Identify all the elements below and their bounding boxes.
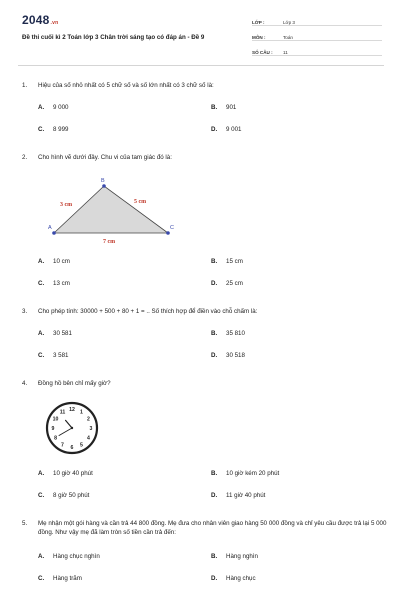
option-5c[interactable]: [38, 575, 82, 583]
clock-number-12: 12: [69, 406, 75, 413]
option-letter: A.: [38, 553, 45, 560]
triangle-shape: [54, 186, 168, 233]
clock-number-3: 3: [89, 425, 93, 432]
option-text: 30 581: [53, 330, 72, 337]
option-letter: D.: [211, 126, 218, 133]
option-2c[interactable]: [38, 280, 70, 288]
option-letter: C.: [38, 280, 45, 287]
option-letter: C.: [38, 492, 45, 499]
question-number: 2.: [22, 154, 28, 161]
question-number: 4.: [22, 380, 28, 387]
clock-number-11: 11: [59, 409, 66, 416]
option-1a[interactable]: [38, 104, 68, 112]
option-5d[interactable]: [211, 575, 256, 583]
option-letter: A.: [38, 330, 45, 337]
question-text: Hiệu của số nhỏ nhất có 5 chữ số và số lớn nhất có 3 chữ số là:: [38, 82, 214, 89]
meta-label: MÔN :: [252, 35, 266, 40]
option-1d[interactable]: [211, 126, 241, 134]
option-text: 9 000: [53, 104, 69, 111]
site-logo[interactable]: [22, 13, 58, 27]
question-number: 1.: [22, 82, 28, 89]
option-text: 15 cm: [226, 258, 243, 265]
meta-label: LỚP :: [252, 20, 265, 25]
vertex-a-label: A: [48, 225, 52, 231]
option-3c[interactable]: [38, 352, 68, 360]
option-letter: B.: [211, 553, 218, 560]
option-letter: D.: [211, 492, 218, 499]
vertex-b-dot: [102, 184, 106, 188]
option-letter: B.: [211, 258, 218, 265]
meta-value: Lớp 3: [283, 20, 295, 25]
question-text: Cho hình vẽ dưới đây. Chu vi của tam giác đó là:: [38, 154, 172, 161]
meta-label: SỐ CÂU :: [252, 50, 273, 55]
question-number: 3.: [22, 308, 28, 315]
exam-meta: [252, 15, 382, 60]
option-text: 13 cm: [53, 280, 70, 287]
option-2a[interactable]: [38, 258, 70, 266]
option-letter: B.: [211, 470, 218, 477]
option-3a[interactable]: [38, 330, 72, 338]
option-text: Hàng trăm: [53, 575, 82, 582]
triangle-figure: [46, 173, 186, 253]
option-text: Hàng chục: [226, 575, 256, 582]
option-letter: D.: [211, 352, 218, 359]
vertex-c-dot: [166, 231, 170, 235]
clock-number-8: 8: [54, 435, 57, 442]
option-letter: A.: [38, 104, 45, 111]
side-ab-label: 3 cm: [60, 202, 73, 208]
option-text: 10 giờ kém 20 phút: [226, 470, 280, 477]
question-text: Cho phép tính: 30000 + 500 + 80 + 1 = .. Số thích hợp để điền vào chỗ chấm là:: [38, 308, 258, 315]
option-letter: C.: [38, 575, 45, 582]
option-4c[interactable]: [38, 492, 89, 500]
option-text: 8 giờ 50 phút: [53, 492, 90, 499]
side-bc-label: 5 cm: [134, 199, 147, 205]
option-letter: A.: [38, 470, 45, 477]
option-text: 10 giờ 40 phút: [53, 470, 93, 477]
option-letter: D.: [211, 280, 218, 287]
option-text: 30 518: [226, 352, 245, 359]
side-ac-label: 7 cm: [103, 239, 116, 245]
clock-number-1: 1: [80, 409, 83, 416]
option-5b[interactable]: [211, 553, 258, 561]
logo-suffix: .vn: [50, 20, 59, 26]
meta-row-class: [252, 15, 382, 26]
option-4b[interactable]: [211, 470, 279, 478]
option-1c[interactable]: [38, 126, 68, 134]
option-letter: A.: [38, 258, 45, 265]
option-2d[interactable]: [211, 280, 243, 288]
clock-number-4: 4: [87, 435, 90, 442]
option-4a[interactable]: [38, 470, 93, 478]
clock-center: [71, 427, 73, 429]
meta-row-subject: [252, 30, 382, 41]
option-letter: B.: [211, 330, 218, 337]
meta-row-count: [252, 45, 382, 56]
clock-number-10: 10: [52, 416, 59, 423]
vertex-c-label: C: [170, 225, 174, 231]
question-text: Mẹ nhận một gói hàng và cần trả 44 800 đồng. Mẹ đưa cho nhân viên giao hàng 50 000 đồng và chỉ yêu cầu được trả lại 5 000 đồng. Như vậy mẹ đã làm tròn số tiền cần trả đến:: [38, 520, 387, 536]
option-5a[interactable]: [38, 553, 100, 561]
clock-number-6: 6: [70, 444, 74, 451]
clock-number-5: 5: [80, 442, 83, 449]
document-title: Đề thi cuối kì 2 Toán lớp 3 Chân trời sáng tạo có đáp án - Đề 9: [22, 34, 205, 41]
option-text: 11 giờ 40 phút: [226, 492, 266, 499]
option-text: 901: [226, 104, 237, 111]
logo-text: 2048: [22, 13, 50, 27]
option-letter: D.: [211, 575, 218, 582]
vertex-a-dot: [52, 231, 56, 235]
option-text: 9 001: [226, 126, 242, 133]
question-text: Đồng hồ bên chỉ mấy giờ?: [38, 380, 111, 387]
clock-figure: [44, 400, 100, 456]
option-text: 25 cm: [226, 280, 243, 287]
option-letter: C.: [38, 126, 45, 133]
option-letter: B.: [211, 104, 218, 111]
option-text: Hàng nghìn: [226, 553, 258, 560]
meta-value: Toán: [283, 35, 293, 40]
option-letter: C.: [38, 352, 45, 359]
header-divider: [18, 65, 384, 66]
option-text: 3 581: [53, 352, 69, 359]
option-text: 35 810: [226, 330, 245, 337]
option-text: Hàng chục nghìn: [53, 553, 100, 560]
option-text: 10 cm: [53, 258, 70, 265]
option-text: 8 999: [53, 126, 69, 133]
question-number: 5.: [22, 520, 28, 527]
meta-value: 11: [283, 50, 288, 55]
clock-number-9: 9: [51, 425, 55, 432]
option-1b[interactable]: [211, 104, 236, 112]
clock-number-7: 7: [61, 442, 64, 449]
option-3d[interactable]: [211, 352, 245, 360]
option-3b[interactable]: [211, 330, 245, 338]
vertex-b-label: B: [101, 178, 105, 184]
option-2b[interactable]: [211, 258, 243, 266]
clock-number-2: 2: [87, 416, 90, 423]
option-4d[interactable]: [211, 492, 265, 500]
